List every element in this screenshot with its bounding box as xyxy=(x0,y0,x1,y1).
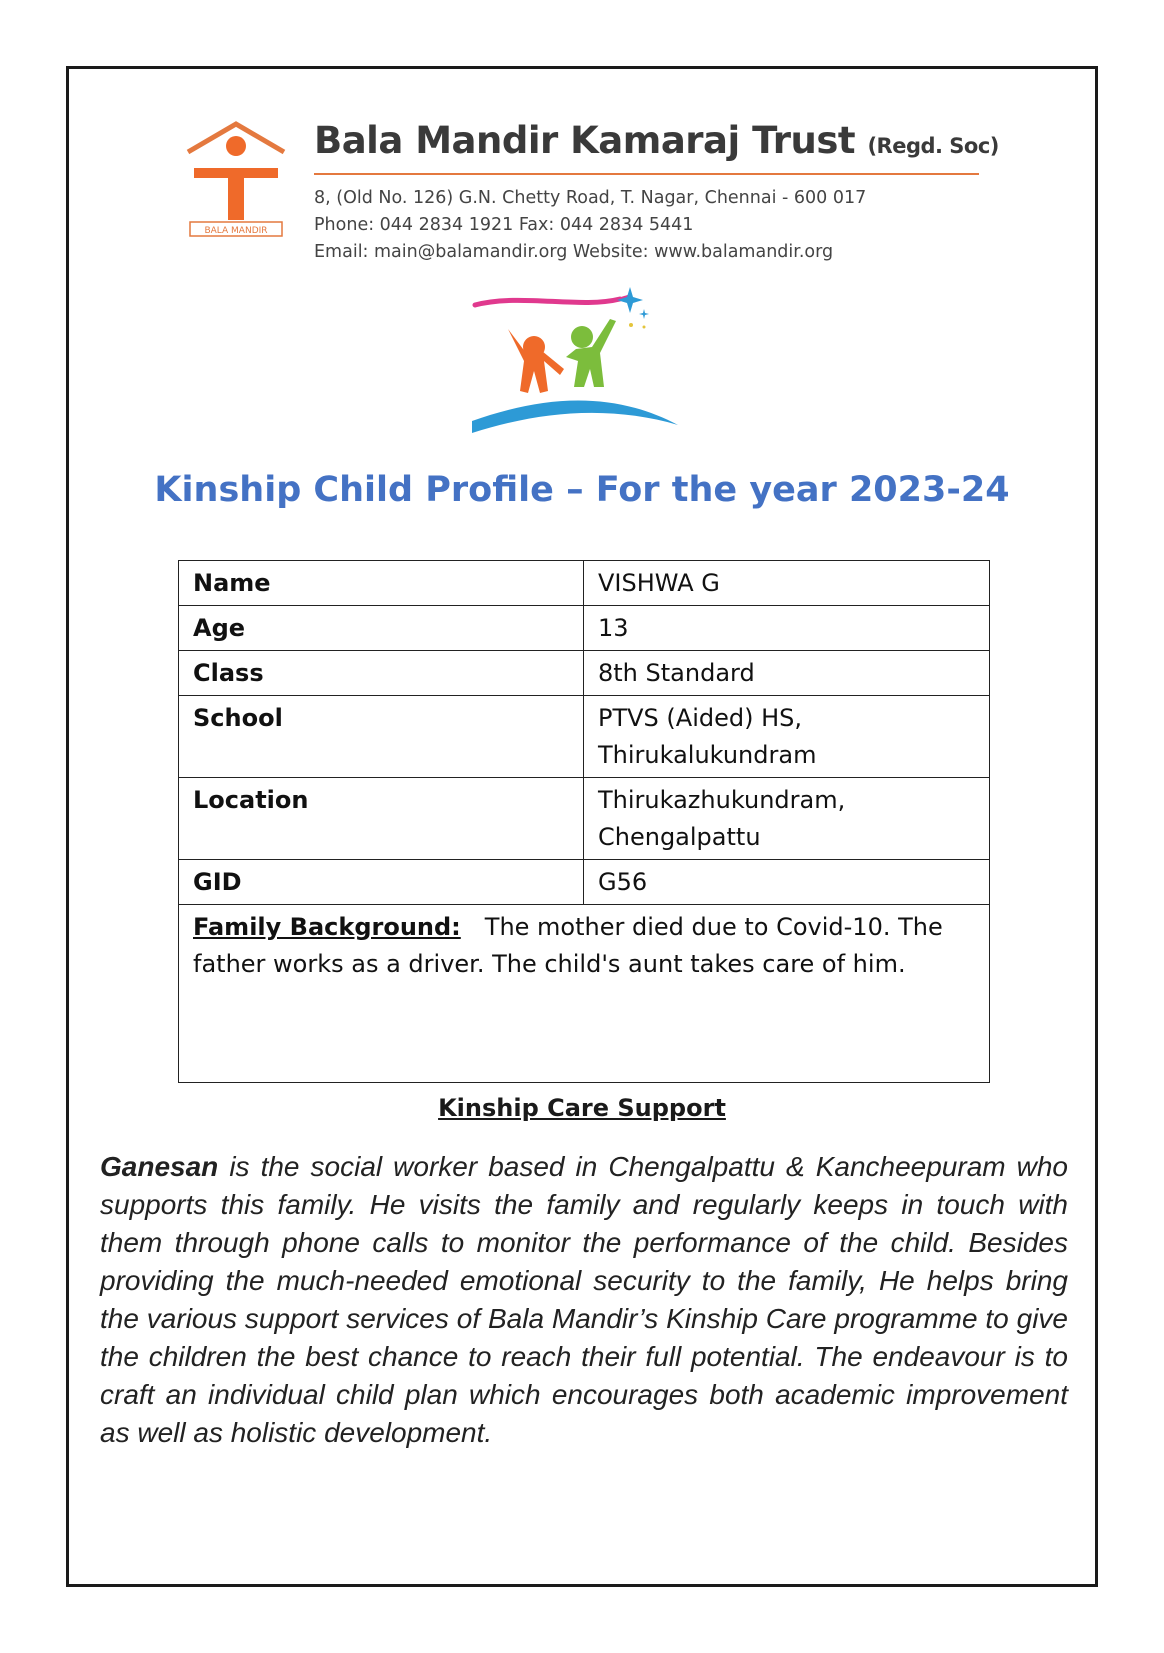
table-row-name xyxy=(179,561,990,606)
row-label: Location xyxy=(179,778,584,860)
row-value xyxy=(584,778,990,860)
row-label: GID xyxy=(179,860,584,905)
table-row-class xyxy=(179,651,990,696)
row-label: Name xyxy=(179,561,584,606)
org-address: 8, (Old No. 126) G.N. Chetty Road, T. Nagar, Chennai - 600 017 xyxy=(314,188,867,208)
row-value xyxy=(584,696,990,778)
table-row-gid xyxy=(179,860,990,905)
table-row-location xyxy=(179,778,990,860)
row-value: 13 xyxy=(584,606,990,651)
table-row-school xyxy=(179,696,990,778)
child-profile-table xyxy=(178,560,990,1083)
row-value: 8th Standard xyxy=(584,651,990,696)
letterhead xyxy=(184,118,999,262)
family-background-label: Family Background: xyxy=(193,913,461,941)
location-line-1: Thirukazhukundram, xyxy=(598,786,846,814)
svg-text:BALA MANDIR: BALA MANDIR xyxy=(204,226,268,236)
school-line-2: Thirukalukundram xyxy=(598,741,817,769)
row-label: School xyxy=(179,696,584,778)
bala-mandir-logo-icon xyxy=(184,118,288,248)
school-line-1: PTVS (Aided) HS, xyxy=(598,704,802,732)
row-value: VISHWA G xyxy=(584,561,990,606)
social-worker-name: Ganesan xyxy=(100,1151,219,1182)
org-email-website: Email: main@balamandir.org Website: www.balamandir.org xyxy=(314,242,834,262)
support-heading: Kinship Care Support xyxy=(438,1094,726,1122)
support-paragraph-text: is the social worker based in Chengalpattu & Kancheepuram who supports this family. He visits the family and regularly keeps in touch with them through phone calls to monitor the performance of the child. Besides providing the much-needed emotional security to the family, He helps bring the various support services of Bala Mandir’s Kinship Care programme to give the children the best chance to reach their full potential. The endeavour is to craft an individual child plan which encourages both academic improvement as well as holistic development. xyxy=(100,1151,1068,1448)
table-row-family-background xyxy=(179,905,990,1083)
row-label: Age xyxy=(179,606,584,651)
children-logo-icon xyxy=(470,285,696,445)
family-background-text: The mother died due to Covid-10. The father works as a driver. The child's aunt takes care of him. xyxy=(193,913,943,978)
letterhead-rule xyxy=(314,173,979,175)
location-line-2: Chengalpattu xyxy=(598,823,761,851)
support-paragraph xyxy=(100,1148,1068,1452)
org-name: Bala Mandir Kamaraj Trust (Regd. Soc) xyxy=(314,119,999,162)
row-label: Class xyxy=(179,651,584,696)
org-phone-fax: Phone: 044 2834 1921 Fax: 044 2834 5441 xyxy=(314,215,694,235)
row-value: G56 xyxy=(584,860,990,905)
org-registration: (Regd. Soc) xyxy=(867,134,999,158)
page-title: Kinship Child Profile – For the year 2023-24 xyxy=(154,470,1010,510)
table-row-age xyxy=(179,606,990,651)
family-background-cell xyxy=(179,905,990,1083)
